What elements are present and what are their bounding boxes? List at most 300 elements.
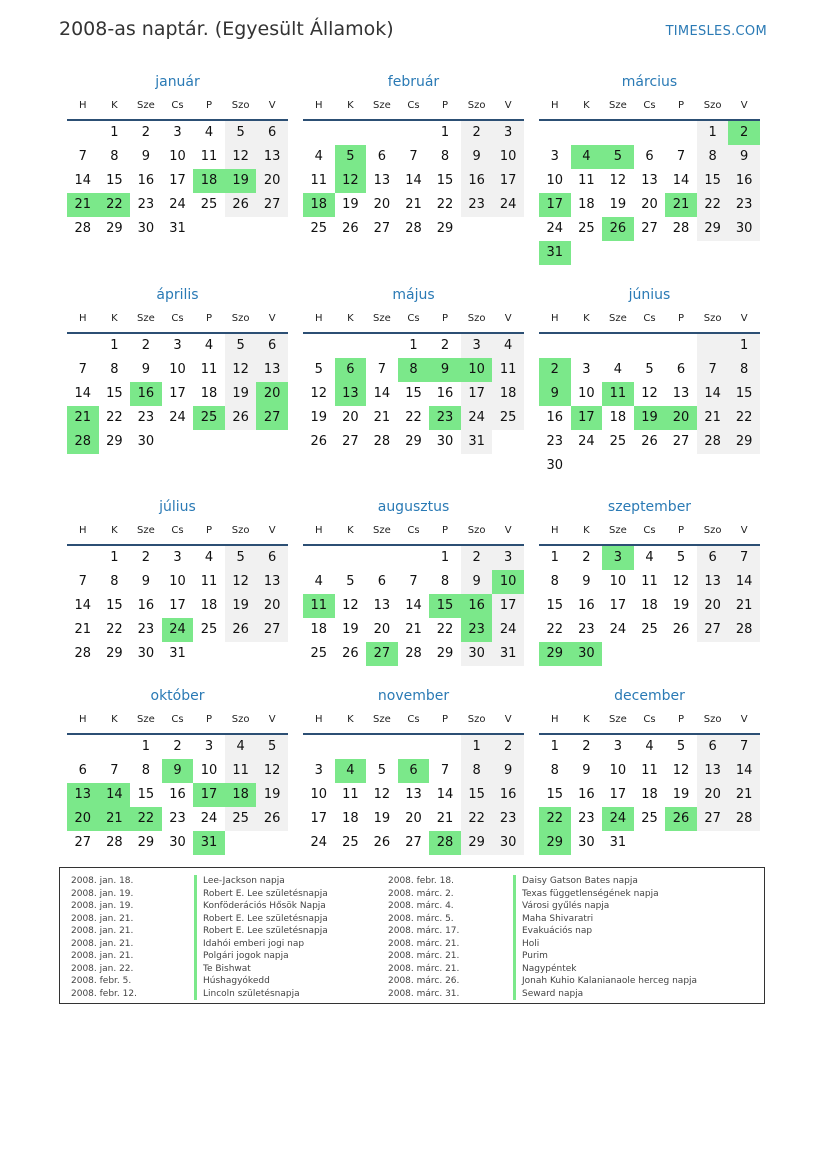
day-cell: 10 (169, 574, 186, 589)
weekday-label: H (315, 100, 323, 111)
holiday-day-cell: 5 (335, 145, 367, 169)
day-cell: 1 (409, 338, 418, 353)
week-row (539, 642, 760, 666)
weekend-day-cell: 22 (461, 807, 493, 831)
week-row (67, 334, 288, 358)
weekend-day-cell: 13 (697, 570, 729, 594)
holiday-day-cell: 26 (602, 217, 634, 241)
weekday-label: Sze (137, 313, 155, 324)
holiday-day-cell: 28 (67, 430, 99, 454)
day-cell: 3 (204, 739, 214, 754)
day-cell: 25 (310, 646, 328, 661)
weekend-day-cell: 11 (225, 759, 257, 783)
holiday-day-cell: 18 (225, 783, 257, 807)
day-cell: 3 (173, 550, 182, 565)
week-row (303, 382, 524, 406)
weekend-day-cell: 29 (697, 217, 729, 241)
day-cell: 5 (346, 574, 355, 589)
holiday-day-cell: 10 (461, 358, 493, 382)
week-row (539, 618, 760, 642)
week-row (67, 217, 288, 241)
weekend-day-cell: 5 (225, 334, 257, 358)
day-cell: 19 (342, 197, 359, 212)
weekday-label: Cs (407, 714, 420, 725)
holiday-day-cell: 17 (571, 406, 603, 430)
month-name: június (628, 287, 671, 303)
day-cell: 25 (578, 221, 595, 236)
holiday-day-cell: 15 (429, 594, 461, 618)
day-cell: 12 (342, 598, 359, 613)
empty-day-cell (99, 735, 131, 759)
holiday-dates-column-left (71, 875, 137, 1000)
day-cell: 18 (609, 410, 627, 425)
week-row (67, 807, 288, 831)
day-cell: 14 (74, 173, 92, 188)
weekend-day-cell: 8 (461, 759, 493, 783)
empty-day-cell (303, 334, 335, 358)
weekday-label: V (740, 525, 748, 536)
day-cell: 7 (78, 362, 87, 377)
holiday-day-cell: 14 (99, 783, 131, 807)
day-cell: 1 (440, 125, 450, 140)
weekday-label: K (347, 100, 354, 111)
weekend-day-cell: 21 (697, 406, 729, 430)
holiday-day-cell: 21 (67, 406, 99, 430)
day-cell: 10 (546, 173, 564, 188)
holiday-day-cell: 17 (193, 783, 225, 807)
holiday-name: Lee-Jackson napja (194, 875, 328, 888)
day-cell: 30 (137, 646, 155, 661)
day-cell: 10 (578, 386, 595, 401)
weekday-label: P (678, 714, 685, 725)
weekend-day-cell: 28 (728, 618, 760, 642)
day-cell: 6 (78, 763, 87, 778)
weekend-day-cell: 27 (256, 193, 288, 217)
weekend-day-cell: 4 (492, 334, 524, 358)
week-row (539, 430, 760, 454)
weekend-day-cell: 6 (256, 121, 288, 145)
weekday-label: Szo (703, 313, 722, 324)
weekday-label: P (442, 714, 449, 725)
holiday-date: 2008. márc. 5. (388, 913, 454, 924)
day-cell: 7 (377, 362, 387, 377)
weekend-day-cell: 20 (697, 783, 729, 807)
day-cell: 6 (377, 574, 387, 589)
weekday-label: H (79, 313, 87, 324)
month-calendar (303, 686, 524, 855)
weekday-label: H (79, 100, 87, 111)
day-cell: 12 (373, 787, 391, 802)
day-cell: 26 (342, 221, 359, 236)
holiday-day-cell: 30 (571, 642, 603, 666)
holiday-date: 2008. jan. 18. (71, 876, 134, 886)
holiday-day-cell: 18 (193, 169, 225, 193)
weekday-label: Cs (407, 525, 420, 536)
holiday-name: Daisy Gatson Bates napja (513, 875, 697, 888)
day-cell: 3 (173, 338, 182, 353)
weekday-label: Cs (643, 100, 656, 111)
holiday-name: Robert E. Lee születésnapja (194, 925, 328, 938)
holiday-day-cell: 22 (539, 807, 571, 831)
weekday-label: K (347, 313, 354, 324)
day-cell: 18 (578, 197, 595, 212)
day-cell: 8 (141, 763, 151, 778)
month-calendar (539, 497, 760, 666)
day-cell: 2 (141, 338, 151, 353)
week-row (539, 334, 760, 358)
day-cell: 6 (676, 362, 686, 377)
day-cell: 24 (200, 811, 218, 826)
day-cell: 7 (440, 763, 450, 778)
day-cell: 11 (200, 149, 218, 164)
day-cell: 18 (342, 811, 359, 826)
day-cell: 13 (672, 386, 690, 401)
weekend-day-cell: 23 (728, 193, 760, 217)
day-cell: 28 (74, 221, 92, 236)
day-cell: 8 (110, 149, 119, 164)
weekday-label: Sze (137, 714, 155, 725)
day-cell: 19 (373, 811, 391, 826)
holiday-day-cell: 9 (162, 759, 194, 783)
weekday-label: Sze (373, 313, 391, 324)
weekend-day-cell: 19 (225, 594, 257, 618)
day-cell: 25 (609, 434, 627, 449)
weekend-day-cell: 21 (728, 594, 760, 618)
holiday-date: 2008. jan. 21. (71, 926, 134, 936)
day-cell: 3 (550, 149, 559, 164)
weekend-day-cell: 13 (697, 759, 729, 783)
day-cell: 3 (582, 362, 591, 377)
day-cell: 23 (137, 197, 155, 212)
day-cell: 30 (137, 221, 155, 236)
holiday-name: Húshagyókedd (194, 975, 328, 988)
holiday-name: Texas függetlenségének napja (513, 888, 697, 901)
weekend-day-cell: 1 (728, 334, 760, 358)
weekday-label: V (268, 313, 276, 324)
day-cell: 14 (436, 787, 454, 802)
weekend-day-cell: 23 (492, 807, 524, 831)
weekday-label: P (678, 313, 685, 324)
weekday-label: Sze (609, 714, 627, 725)
day-cell: 13 (373, 173, 391, 188)
week-row (539, 807, 760, 831)
week-row (67, 430, 288, 454)
week-row (67, 121, 288, 145)
weekday-label: Sze (137, 100, 155, 111)
week-row (539, 121, 760, 145)
weekday-label: Sze (137, 525, 155, 536)
week-row (539, 145, 760, 169)
day-cell: 31 (169, 646, 186, 661)
day-cell: 20 (641, 197, 658, 212)
day-cell: 25 (200, 197, 218, 212)
weekday-label: V (504, 313, 512, 324)
weekday-label: Sze (609, 313, 627, 324)
weekday-header (539, 521, 760, 546)
empty-day-cell (366, 546, 398, 570)
day-cell: 3 (173, 125, 182, 140)
holiday-day-cell: 4 (571, 145, 603, 169)
day-cell: 23 (137, 622, 155, 637)
empty-day-cell (398, 546, 430, 570)
week-row (67, 735, 288, 759)
day-cell: 21 (405, 622, 422, 637)
holiday-day-cell: 21 (67, 193, 99, 217)
holiday-date: 2008. febr. 12. (71, 988, 137, 999)
weekday-label: P (206, 100, 213, 111)
empty-day-cell (67, 121, 99, 145)
day-cell: 25 (641, 811, 658, 826)
week-row (303, 217, 524, 241)
day-cell: 1 (550, 550, 559, 565)
weekday-header (539, 309, 760, 334)
holiday-day-cell: 8 (398, 358, 430, 382)
day-cell: 21 (74, 622, 92, 637)
weekend-day-cell: 22 (697, 193, 729, 217)
weekend-day-cell: 6 (256, 546, 288, 570)
day-cell: 4 (645, 739, 654, 754)
month-name: január (155, 74, 200, 90)
day-cell: 4 (645, 550, 654, 565)
holiday-day-cell: 20 (256, 382, 288, 406)
holiday-day-cell: 27 (256, 406, 288, 430)
day-cell: 15 (546, 787, 564, 802)
week-row (539, 241, 760, 265)
weekend-day-cell: 27 (697, 618, 729, 642)
empty-day-cell (335, 735, 367, 759)
weekend-day-cell: 13 (256, 570, 288, 594)
day-cell: 21 (373, 410, 391, 425)
holiday-name: Te Bishwat (194, 963, 328, 976)
day-cell: 2 (440, 338, 450, 353)
weekend-day-cell: 8 (697, 145, 729, 169)
day-cell: 22 (436, 622, 454, 637)
day-cell: 22 (546, 622, 564, 637)
weekend-day-cell: 29 (461, 831, 493, 855)
holiday-day-cell: 9 (429, 358, 461, 382)
holiday-date: 2008. jan. 21. (71, 913, 134, 924)
holiday-day-cell: 20 (665, 406, 697, 430)
day-cell: 12 (609, 173, 627, 188)
holiday-name: Robert E. Lee születésnapja (194, 888, 328, 901)
holiday-date: 2008. márc. 17. (388, 926, 460, 936)
day-cell: 26 (310, 434, 328, 449)
week-row (539, 382, 760, 406)
day-cell: 23 (137, 410, 155, 425)
weekday-label: V (268, 714, 276, 725)
holiday-day-cell: 10 (492, 570, 524, 594)
holiday-day-cell: 22 (130, 807, 162, 831)
day-cell: 24 (169, 197, 186, 212)
weekday-label: K (583, 100, 590, 111)
weekday-label: Szo (467, 313, 486, 324)
week-row (539, 759, 760, 783)
day-cell: 30 (546, 458, 564, 473)
empty-day-cell (67, 334, 99, 358)
month-name: július (159, 499, 196, 515)
weekend-day-cell: 14 (728, 759, 760, 783)
day-cell: 17 (609, 598, 627, 613)
weekend-day-cell: 17 (492, 169, 524, 193)
day-cell: 4 (613, 362, 623, 377)
day-cell: 16 (578, 787, 595, 802)
weekday-header (539, 96, 760, 121)
weekday-label: H (551, 714, 559, 725)
weekday-label: Cs (171, 525, 184, 536)
day-cell: 16 (137, 173, 155, 188)
day-cell: 26 (342, 646, 359, 661)
holiday-date: 2008. febr. 5. (71, 976, 132, 986)
month-name: december (614, 688, 685, 704)
page-title: 2008-as naptár. (Egyesült Államok) (59, 18, 394, 40)
empty-day-cell (539, 334, 571, 358)
day-cell: 30 (137, 434, 155, 449)
day-cell: 12 (310, 386, 328, 401)
week-row (303, 783, 524, 807)
holiday-day-cell: 3 (602, 546, 634, 570)
weekday-label: H (315, 525, 323, 536)
weekend-day-cell: 20 (697, 594, 729, 618)
day-cell: 23 (169, 811, 186, 826)
day-cell: 18 (200, 386, 218, 401)
month-calendar (303, 285, 524, 454)
day-cell: 4 (314, 574, 323, 589)
weekend-day-cell: 30 (461, 642, 493, 666)
weekend-day-cell: 5 (225, 546, 257, 570)
empty-day-cell (429, 735, 461, 759)
empty-day-cell (303, 121, 335, 145)
day-cell: 21 (405, 197, 422, 212)
day-cell: 11 (578, 173, 595, 188)
day-cell: 10 (310, 787, 328, 802)
day-cell: 28 (405, 221, 422, 236)
week-row (303, 546, 524, 570)
weekend-day-cell: 12 (225, 570, 257, 594)
holiday-date: 2008. jan. 21. (71, 938, 134, 949)
weekday-label: P (206, 714, 213, 725)
empty-day-cell (303, 735, 335, 759)
month-calendar (303, 72, 524, 241)
holiday-date: 2008. márc. 26. (388, 976, 460, 986)
month-calendar (303, 497, 524, 666)
holiday-date: 2008. jan. 22. (71, 963, 134, 974)
day-cell: 28 (405, 646, 422, 661)
holiday-day-cell: 24 (162, 618, 194, 642)
holiday-day-cell: 28 (429, 831, 461, 855)
weekday-header (303, 521, 524, 546)
weekend-day-cell: 14 (728, 570, 760, 594)
empty-day-cell (335, 546, 367, 570)
day-cell: 22 (436, 197, 454, 212)
week-row (67, 546, 288, 570)
day-cell: 22 (106, 622, 123, 637)
weekend-day-cell: 8 (728, 358, 760, 382)
week-row (539, 594, 760, 618)
holiday-date: 2008. márc. 2. (388, 888, 454, 899)
day-cell: 8 (550, 763, 559, 778)
weekday-label: Sze (373, 714, 391, 725)
day-cell: 20 (342, 410, 359, 425)
day-cell: 17 (169, 598, 186, 613)
weekday-label: H (315, 313, 323, 324)
month-calendar (67, 686, 288, 855)
holiday-day-cell: 19 (634, 406, 666, 430)
day-cell: 19 (672, 598, 690, 613)
empty-day-cell (303, 546, 335, 570)
day-cell: 8 (550, 574, 559, 589)
week-row (67, 193, 288, 217)
week-row (539, 831, 760, 855)
day-cell: 17 (169, 173, 186, 188)
day-cell: 28 (672, 221, 690, 236)
weekend-day-cell: 26 (256, 807, 288, 831)
empty-day-cell (634, 334, 666, 358)
holiday-date: 2008. febr. 18. (388, 876, 454, 886)
weekday-label: V (740, 313, 748, 324)
day-cell: 6 (645, 149, 654, 164)
weekend-day-cell: 18 (492, 382, 524, 406)
weekend-day-cell: 14 (697, 382, 729, 406)
month-calendar (539, 72, 760, 265)
holiday-day-cell: 22 (99, 193, 131, 217)
weekday-label: H (315, 714, 323, 725)
day-cell: 29 (106, 646, 123, 661)
weekday-label: P (206, 313, 213, 324)
week-row (539, 570, 760, 594)
day-cell: 15 (106, 598, 123, 613)
day-cell: 14 (672, 173, 690, 188)
day-cell: 13 (641, 173, 658, 188)
day-cell: 15 (137, 787, 155, 802)
holiday-name: Seward napja (513, 988, 697, 1001)
day-cell: 27 (74, 835, 92, 850)
day-cell: 4 (204, 125, 214, 140)
empty-day-cell (366, 121, 398, 145)
weekday-label: H (551, 100, 559, 111)
day-cell: 7 (676, 149, 686, 164)
month-name: február (387, 74, 440, 90)
weekend-day-cell: 19 (225, 382, 257, 406)
day-cell: 5 (645, 362, 654, 377)
holiday-day-cell: 11 (602, 382, 634, 406)
holiday-name: Idahói emberi jogi nap (194, 938, 328, 951)
weekend-day-cell: 5 (256, 735, 288, 759)
day-cell: 8 (440, 574, 450, 589)
week-row (539, 406, 760, 430)
weekend-day-cell: 2 (461, 121, 493, 145)
week-row (303, 642, 524, 666)
weekday-label: Cs (643, 525, 656, 536)
month-name: november (377, 688, 450, 704)
day-cell: 9 (582, 763, 591, 778)
holiday-name: Lincoln születésnapja (194, 988, 328, 1001)
weekend-day-cell: 26 (225, 193, 257, 217)
day-cell: 8 (110, 362, 119, 377)
day-cell: 9 (141, 574, 151, 589)
holiday-day-cell: 29 (539, 831, 571, 855)
week-row (303, 759, 524, 783)
week-row (539, 358, 760, 382)
weekend-day-cell: 3 (461, 334, 493, 358)
holiday-day-cell: 2 (728, 121, 760, 145)
week-row (303, 358, 524, 382)
weekday-header (67, 96, 288, 121)
brand-link[interactable]: TIMESLES.COM (665, 24, 767, 39)
weekend-day-cell: 4 (225, 735, 257, 759)
day-cell: 22 (106, 410, 123, 425)
day-cell: 29 (106, 434, 123, 449)
holiday-day-cell: 12 (335, 169, 367, 193)
